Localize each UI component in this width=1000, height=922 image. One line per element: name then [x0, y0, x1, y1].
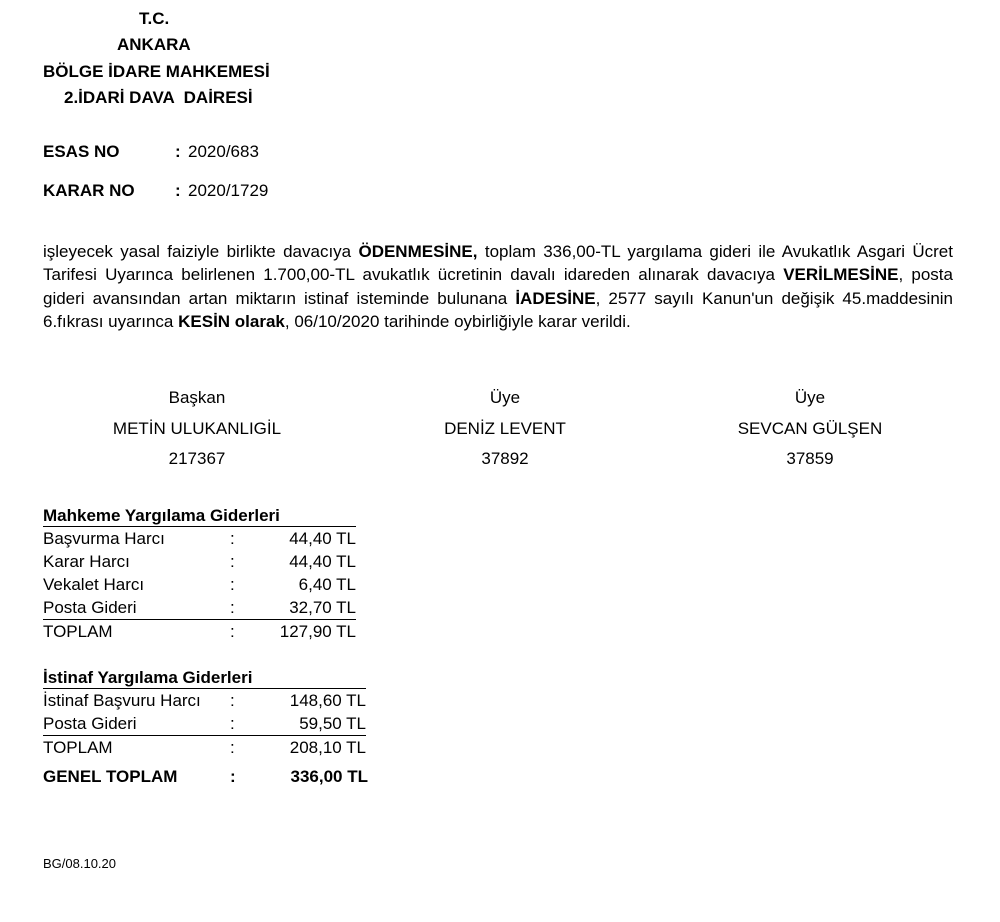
cost-colon: :: [230, 529, 235, 548]
karar-no-label: KARAR NO: [43, 181, 135, 200]
cost-colon: :: [230, 552, 235, 571]
cost-label: Posta Gideri: [43, 598, 137, 617]
cost-amount: 44,40 TL: [289, 552, 356, 571]
signatory-role: Başkan: [168, 388, 226, 407]
total-label: TOPLAM: [43, 738, 113, 757]
total-colon: :: [230, 738, 235, 757]
signatory-role: Üye: [489, 388, 521, 407]
decision-text-4: , 2577 sayılı Kanun'un değişik 45.maddesinin 6.fıkrası uyarınca: [43, 288, 954, 331]
cost-amount: 59,50 TL: [299, 714, 366, 733]
signatory-id: 217367: [168, 449, 226, 468]
cost-amount: 6,40 TL: [298, 575, 356, 594]
appeal-costs-title: İstinaf Yargılama Giderleri: [43, 667, 366, 689]
footer-code: BG/08.10.20: [43, 856, 116, 871]
signatory-uye-2: [650, 383, 970, 475]
header-tc: T.C.: [139, 9, 170, 28]
signatory-uye-1: [345, 383, 665, 475]
cost-label: İstinaf Başvuru Harcı: [43, 691, 201, 710]
decision-bold-kesin: KESİN olarak: [178, 311, 285, 331]
appeal-costs-table: [43, 667, 366, 759]
decision-bold-verilmesine: VERİLMESİNE: [783, 265, 899, 285]
total-amount: 208,10 TL: [289, 738, 366, 757]
court-costs-total-row: [43, 619, 356, 643]
decision-text-2: toplam 336,00-TL yargılama gideri ile Avukatlık Asgari Ücret Tarifesi Uyarınca belirlenen 1.700,00-TL avukatlık ücretinin davalı idareden alınarak davacıya: [43, 242, 953, 285]
total-label: TOPLAM: [43, 622, 113, 641]
table-row: [43, 527, 356, 550]
cost-colon: :: [230, 575, 235, 594]
karar-no-value: 2020/1729: [188, 181, 269, 200]
table-row: [43, 573, 356, 596]
grand-total-colon: :: [230, 767, 236, 786]
cost-amount: 32,70 TL: [289, 598, 356, 617]
court-costs-title: Mahkeme Yargılama Giderleri: [43, 505, 356, 527]
header-court: BÖLGE İDARE MAHKEMESİ: [43, 62, 270, 81]
total-amount: 127,90 TL: [279, 622, 356, 641]
cost-amount: 44,40 TL: [289, 529, 356, 548]
table-row: [43, 550, 356, 573]
court-costs-table: [43, 505, 356, 643]
esas-no-colon: :: [175, 142, 181, 161]
cost-label: Vekalet Harcı: [43, 575, 145, 594]
grand-total-label: GENEL TOPLAM: [43, 767, 178, 786]
cost-label: Başvurma Harcı: [43, 529, 165, 548]
signatory-id: 37859: [786, 449, 834, 468]
cost-colon: :: [230, 714, 235, 733]
cost-amount: 148,60 TL: [289, 691, 366, 710]
decision-text-1: işleyecek yasal faiziyle birlikte davacıya: [43, 242, 359, 261]
grand-total-amount: 336,00 TL: [290, 767, 368, 786]
decision-text-3: , posta gideri avansından artan miktarın istinaf isteminde bulunana: [43, 265, 953, 308]
appeal-costs-total-row: [43, 735, 366, 759]
cost-label: Karar Harcı: [43, 552, 130, 571]
signatory-id: 37892: [481, 449, 529, 468]
cost-colon: :: [230, 598, 235, 617]
esas-no-label: ESAS NO: [43, 142, 120, 161]
esas-no-value: 2020/683: [188, 142, 259, 161]
signatory-name: SEVCAN GÜLŞEN: [737, 418, 883, 438]
decision-bold-iadesine: İADESİNE: [515, 288, 596, 308]
table-row: [43, 596, 356, 619]
table-row: [43, 712, 366, 735]
decision-bold-odenmesine: ÖDENMESİNE,: [358, 242, 478, 261]
karar-no-colon: :: [175, 181, 181, 200]
decision-paragraph: [43, 240, 953, 333]
grand-total: [43, 765, 368, 788]
signatory-name: METİN ULUKANLIGİL: [112, 418, 282, 438]
decision-text-5: , 06/10/2020 tarihinde oybirliğiyle karar verildi.: [284, 311, 631, 331]
header-chamber: 2.İDARİ DAVA DAİRESİ: [64, 88, 253, 107]
signatory-baskan: [37, 383, 357, 475]
signatory-name: DENİZ LEVENT: [444, 418, 566, 438]
grand-total-row: [43, 765, 368, 788]
header-city: ANKARA: [117, 35, 191, 54]
cost-label: Posta Gideri: [43, 714, 137, 733]
total-colon: :: [230, 622, 235, 641]
cost-colon: :: [230, 691, 235, 710]
table-row: [43, 689, 366, 712]
signatory-role: Üye: [794, 388, 826, 407]
